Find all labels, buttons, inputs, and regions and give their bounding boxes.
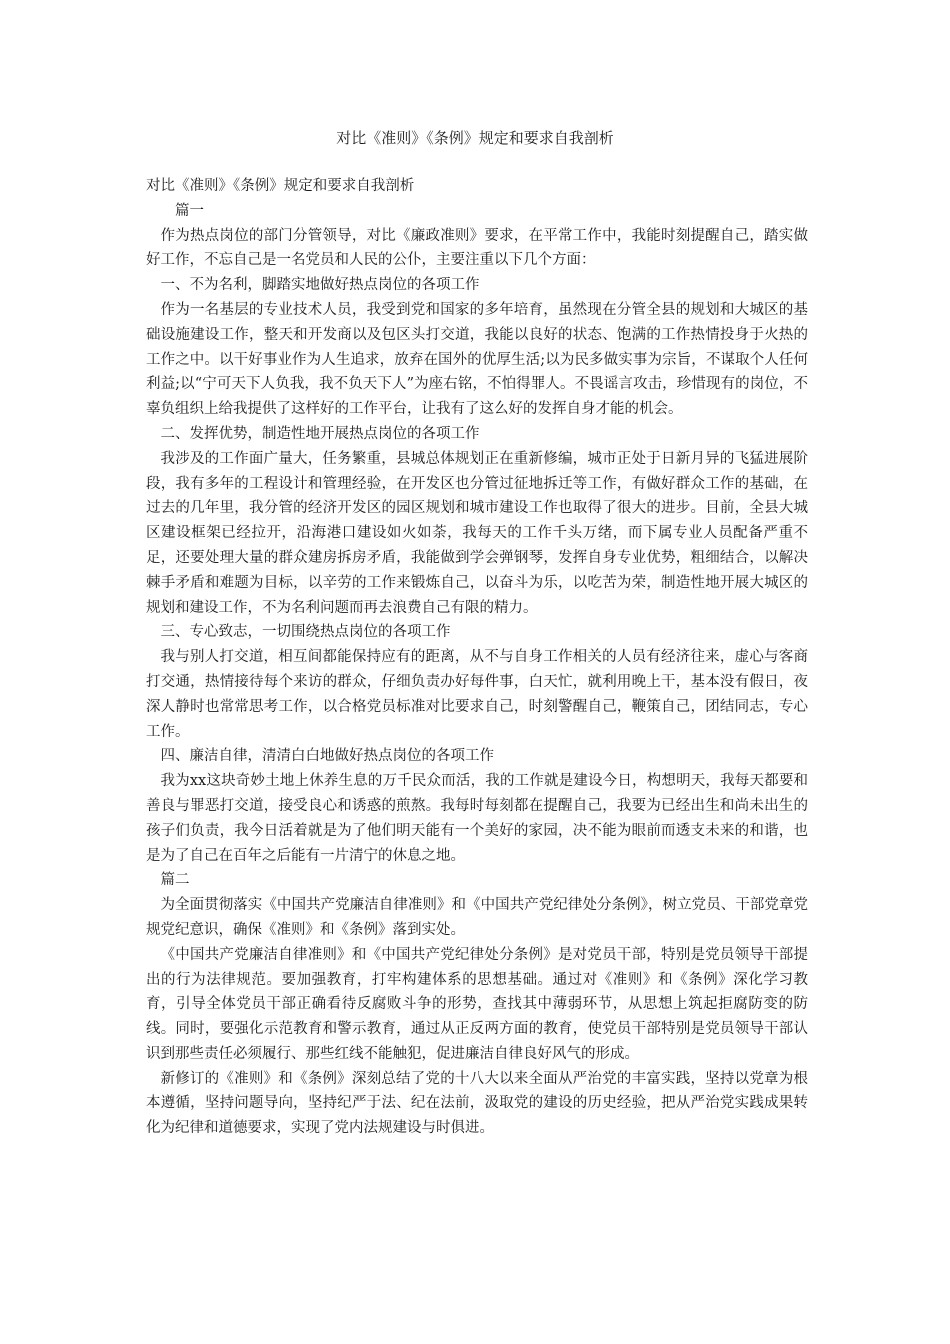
- paragraph: 篇二: [160, 872, 190, 889]
- paragraph: 我与别人打交道，相互间都能保持应有的距离，从不与自身工作相关的人员有经济往来，虚心与客商打交通，热情接待每个来访的群众，仔细负责办好每件事，白天忙，就利用晚上干，基本没有假日，夜深人静时也常常思考工作，以合格党员标准对比要求自己，时刻警醒自己，鞭策自己，团结同志，专心工作。: [146, 649, 808, 740]
- document-body: [146, 174, 808, 1141]
- paragraph: 我涉及的工作面广量大，任务繁重，县城总体规划正在重新修编，城市正处于日新月异的飞猛进展阶段，我有多年的工程设计和管理经验，在开发区也分管过征地拆迁等工作，有做好群众工作的基础，在过去的几年里，我分管的经济开发区的园区规划和城市建设工作也取得了很大的进步。目前，全县大城区建设框架已经拉开，沿海港口建设如火如荼，我每天的工作千头万绪，而下属专业人员配备严重不足，还要处理大量的群众建房拆房矛盾，我能做到学会弹钢琴，发挥自身专业优势，粗细结合，以解决棘手矛盾和难题为目标，以辛劳的工作来锻炼自己，以奋斗为乐，以吃苦为荣，制造性地开展大城区的规划和建设工作，不为名利问题而再去浪费自己有限的精力。: [146, 450, 808, 616]
- paragraph: 一、不为名利，脚踏实地做好热点岗位的各项工作: [160, 277, 480, 294]
- paragraph: 对比《准则》《条例》规定和要求自我剖析: [146, 178, 415, 194]
- paragraph: 二、发挥优势，制造性地开展热点岗位的各项工作: [160, 425, 480, 442]
- paragraph: 作为热点岗位的部门分管领导，对比《廉政准则》要求，在平常工作中，我能时刻提醒自己，踏实做好工作，不忘自己是一名党员和人民的公仆，主要注重以下几个方面：: [146, 227, 808, 269]
- paragraph: 为全面贯彻落实《中国共产党廉洁自律准则》和《中国共产党纪律处分条例》，树立党员、干部党章党规党纪意识，确保《准则》和《条例》落到实处。: [146, 897, 808, 938]
- paragraph: 篇一: [175, 202, 204, 219]
- document-title: 对比《准则》《条例》规定和要求自我剖析: [336, 129, 614, 147]
- paragraph: 新修订的《准则》和《条例》深刻总结了党的十八大以来全面从严治党的丰富实践，坚持以党章为根本遵循，坚持问题导向，坚持纪严于法、纪在法前，汲取党的建设的历史经验，把从严治党实践成果转化为纪律和道德要求，实现了党内法规建设与时俱进。: [146, 1070, 808, 1137]
- paragraph: 三、专心致志，一切围绕热点岗位的各项工作: [160, 624, 451, 641]
- paragraph: 四、廉洁自律，清清白白地做好热点岗位的各项工作: [160, 748, 494, 765]
- paragraph: 我为xx这块奇妙土地上休养生息的万千民众而活，我的工作就是建设今日，构想明天，我每天都要和善良与罪恶打交道，接受良心和诱惑的煎熬。我每时每刻都在提醒自己，我要为已经出生和尚未出生的孩子们负责，我今日活着就是为了他们明天能有一个美好的家园，决不能为眼前而透支未来的和谐，也是为了自己在百年之后能有一片清宁的休息之地。: [146, 773, 808, 864]
- paragraph: 《中国共产党廉洁自律准则》和《中国共产党纪律处分条例》是对党员干部，特别是党员领导干部提出的行为法律规范。要加强教育，打牢构建体系的思想基础。通过对《准则》和《条例》深化学习教育，引导全体党员干部正确看待反腐败斗争的形势，查找其中薄弱环节，从思想上筑起拒腐防变的防线。同时，要强化示范教育和警示教育，通过从正反两方面的教育，使党员干部特别是党员领导干部认识到那些责任必须履行、那些红线不能触犯，促进廉洁自律良好风气的形成。: [146, 946, 808, 1062]
- paragraph: 作为一名基层的专业技术人员，我受到党和国家的多年培育，虽然现在分管全县的规划和大城区的基础设施建设工作，整天和开发商以及包区头打交道，我能以良好的状态、饱满的工作热情投身于火热的工作之中。以干好事业作为人生追求，放弃在国外的优厚生活;以为民多做实事为宗旨，不谋取个人任何利益;以“宁可天下人负我，我不负天下人”为座右铭，不怕得罪人。不畏谣言攻击，珍惜现有的岗位，不辜负组织上给我提供了这样好的工作平台，让我有了这么好的发挥自身才能的机会。: [146, 301, 808, 418]
